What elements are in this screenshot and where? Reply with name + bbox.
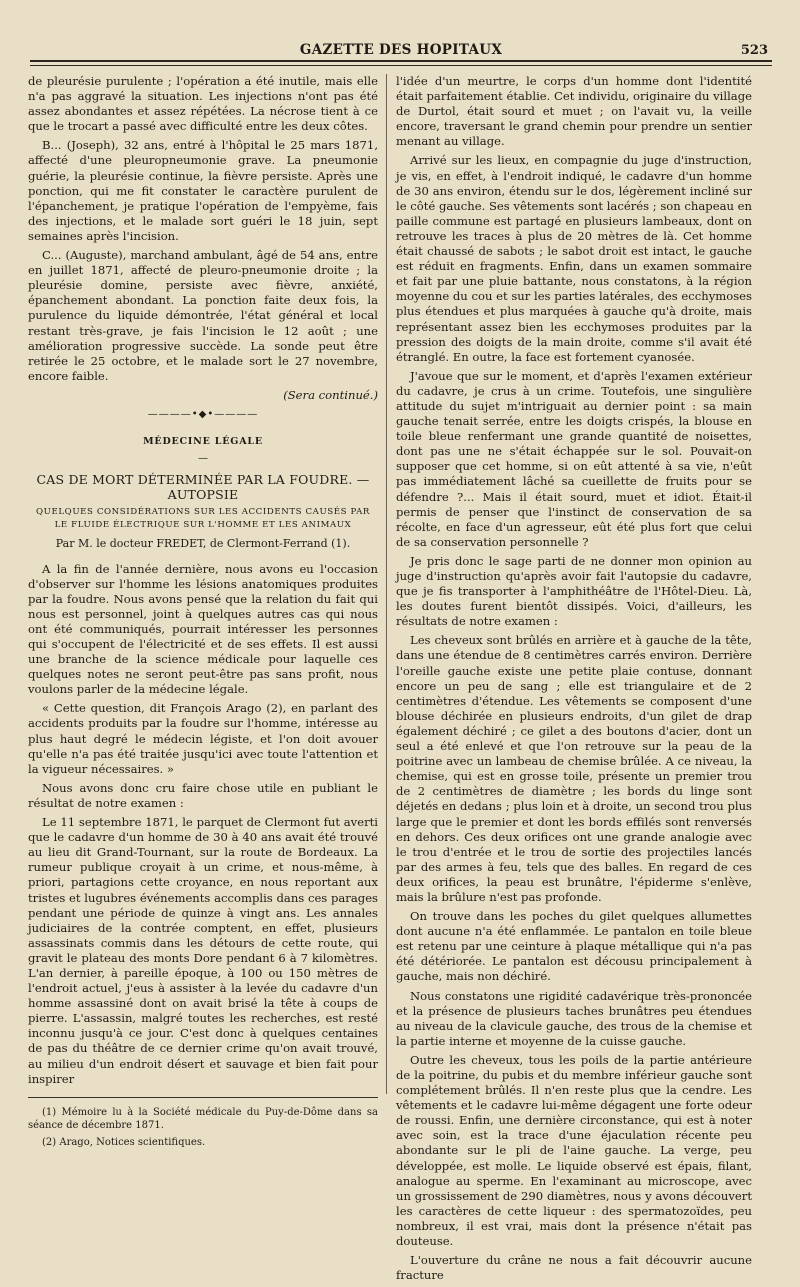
page-header <box>30 40 772 70</box>
paragraph: Je pris donc le sage parti de ne donner mon opinion au juge d'instruction qu'après avoir fait l'autopsie du cadavre, que je fis transporter à l'amphithéâtre de l'Hôtel-Dieu. Là, les doutes furent bientôt dissipés. Voici, d'ailleurs, les résultats de notre examen : <box>396 553 752 629</box>
ornamental-rule: ————•◆•———— <box>147 408 259 420</box>
paragraph: Nous constatons une rigidité cadavérique très-prononcée et la présence de plusieurs taches brunâtres peu étendues au niveau de la clavicule gauche, des trous de la chemise et la partie interne et moyenne de la cuisse gauche. <box>396 988 752 1048</box>
footnote: (2) Arago, Notices scientifiques. <box>42 1136 206 1148</box>
header-rule-thin <box>30 65 772 66</box>
paragraph: « Cette question, dit François Arago (2), en parlant des accidents produits par la foudre sur l'homme, intéresse au plus haut degré le médecin légiste, et l'on doit avouer qu'elle n'a pas été traitée jusqu'ici avec toute l'attention et la vigueur nécessaires. » <box>28 701 378 776</box>
right-column <box>396 74 752 1287</box>
left-column <box>28 74 378 1153</box>
paragraph: B... (Joseph), 32 ans, entré à l'hôpital le 25 mars 1871, affecté d'une pleuropneumonie grave. La pneumonie guérie, la pleurésie continue, la fièvre persiste. Après une ponction, qui me fit constater le caractère purulent de l'épanchement, je pratique l'opération de l'empyème, fais des injections, et le malade sort guéri le 18 juin, sept semaines après l'incision. <box>28 138 378 243</box>
paragraph: Outre les cheveux, tous les poils de la partie antérieure de la poitrine, du pubis et du membre inférieur gauche sont complétement brûlés. Il n'en reste plus que la cendre. Les vêtements et le cadavre lui-même dégagent une forte odeur de roussi. Enfin, une dernière circonstance, qui est à noter avec soin, est la trace d'une éjaculation récente peu abondante sur le pli de l'aine gauche. La verge, peu développée, est molle. Le liquide observé est épais, filant, analogue au sperme. En l'examinant au microscope, avec un grossissement de 290 diamètres, nous y avons découvert les caractères de cette liqueur : des spermatozoïdes, peu nombreux, il est vrai, mais dont la présence n'était pas douteuse. <box>396 1052 752 1249</box>
paragraph: L'ouverture du crâne ne nous a fait découvrir aucune fracture <box>396 1253 752 1283</box>
page-number: 523 <box>740 43 768 58</box>
running-title: GAZETTE DES HOPITAUX <box>299 42 503 58</box>
footnote: (1) Mémoire lu à la Société médicale du Puy-de-Dôme dans sa séance de décembre 1871. <box>28 1106 378 1131</box>
paragraph: Nous avons donc cru faire chose utile en publiant le résultat de notre examen : <box>28 780 378 810</box>
continued-note: (Sera continué.) <box>283 387 378 402</box>
article-author: Par M. le docteur FREDET, de Clermont-Ferrand (1). <box>55 537 351 551</box>
header-rule-thick <box>30 60 772 62</box>
paragraph: Le 11 septembre 1871, le parquet de Clermont fut averti que le cadavre d'un homme de 30 à 40 ans avait été trouvé au lieu dit Grand-Tournant, sur la route de Bordeaux. La rumeur publique croyait à un crime, et nous-même, à priori, partagions cette croyance, en nous reportant aux tristes et lugubres événements accomplis dans ces parages pendant une période de quinze à vingt ans. Les annales judiciaires de la contrée comptent, en effet, plusieurs assassinats commis dans les détours de cette route, qui gravit le plateau des monts Dore pendant 6 à 7 kilomètres. L'an dernier, à pareille époque, à 100 ou 150 mètres de l'endroit actuel, j'eus à assister à la levée du cadavre d'un homme assassiné dont on avait brisé la tête à coups de pierre. L'assassin, malgré toutes les recherches, est resté inconnu jusqu'à ce jour. C'est donc à quelques centaines de pas du théâtre de ce dernier crime qu'on avait trouvé, au milieu d'un endroit désert et sauvage et bien fait pour inspirer <box>28 815 378 1086</box>
column-divider <box>386 74 387 1094</box>
paragraph: Arrivé sur les lieux, en compagnie du juge d'instruction, je vis, en effet, à l'endroit indiqué, le cadavre d'un homme de 30 ans environ, étendu sur le dos, légèrement incliné sur le côté gauche. Ses vêtements sont lacérés ; son chapeau en paille commune est partagé en plusieurs lambeaux, dont on retrouve les traces à plus de 20 mètres de là. Cet homme était chaussé de sabots ; le sabot droit est intact, le gauche est réduit en fragments. Enfin, dans un examen sommaire et fait par une pluie battante, nous constatons, à la région moyenne du cou et sur les parties latérales, des ecchymoses plus étendues et plus marquées à gauche qu'à droite, mais représentant assez bien les ecchymoses produites par la pression des doigts de la main droite, comme s'il avait été étranglé. En outre, la face est fortement cyanosée. <box>396 153 752 364</box>
section-title: MÉDECINE LÉGALE <box>143 436 263 448</box>
paragraph: Les cheveux sont brûlés en arrière et à gauche de la tête, dans une étendue de 8 centimètres carrés environ. Derrière l'oreille gauche existe une petite plaie contuse, donnant encore un peu de sang ; elle est triangulaire et de 2 centimètres d'étendue. Les vêtements se composent d'une blouse déchirée en plusieurs endroits, d'un gilet de drap également déchiré ; ce gilet a des boutons d'acier, dont un seul a été enlevé et que l'on retrouve sur la peau de la poitrine avec un lambeau de chemise brûlée. A ce niveau, la chemise, qui est en grosse toile, présente un premier trou de 2 centimètres de diamètre ; les bords du linge sont déjetés en dedans ; plus loin et à droite, un second trou plus large que le premier et dont les bords effilés sont renversés en dehors. Ces deux orifices ont une grande analogie avec le trou d'entrée et le trou de sortie des projectiles lancés par des armes à feu, tels que des balles. En regard de ces deux orifices, la peau est brunâtre, l'épiderme s'enlève, mais la brûlure n'est pas profonde. <box>396 633 752 904</box>
paragraph: J'avoue que sur le moment, et d'après l'examen extérieur du cadavre, je crus à un crime. Toutefois, une singulière attitude du sujet m'intriguait au dernier point : sa main gauche tenait serrée, entre les doigts crispés, la blouse en toile bleue renfermant une grande quantité de noisettes, dont pas une ne s'était échappée sur le sol. Pouvait-on supposer que cet homme, si on eût attenté à sa vie, n'eût pas immédiatement lâché sa cueillette de fruits pour se défendre ?... Mais il était sourd, muet et idiot. Était-il permis de penser que l'instinct de conservation de sa récolte, en face d'un agresseur, eût été plus fort que celui de sa conservation personnelle ? <box>396 368 752 549</box>
paragraph: C... (Auguste), marchand ambulant, âgé de 54 ans, entre en juillet 1871, affecté de pleuro-pneumonie droite ; la pleurésie domine, persiste avec fièvre, anxiété, épanchement abondant. La ponction faite deux fois, la purulence du liquide démontrée, l'état général et local restant très-grave, je fais l'incision le 12 août ; une amélioration progressive succède. La sonde peut être retirée le 25 octobre, et le malade sort le 27 novembre, encore faible. <box>28 248 378 383</box>
section-dash: — <box>198 453 208 465</box>
paragraph: l'idée d'un meurtre, le corps d'un homme dont l'identité était parfaitement établie. Cet individu, originaire du village de Durtol, était sourd et muet ; on l'avait vu, la veille encore, traversant le grand chemin pour prendre un sentier menant au village. <box>396 74 752 149</box>
article-subtitle: QUELQUES CONSIDÉRATIONS SUR LES ACCIDENTS CAUSÉS PAR LE FLUIDE ÉLECTRIQUE SUR L'HOMME ET LES ANIMAUX <box>36 507 370 531</box>
article-title: CAS DE MORT DÉTERMINÉE PAR LA FOUDRE. — AUTOPSIE <box>36 472 370 503</box>
paragraph: de pleurésie purulente ; l'opération a été inutile, mais elle n'a pas aggravé la situation. Les injections n'ont pas été assez abondantes et assez répétées. La nécrose tient à ce que le trocart a passé avec difficulté entre les deux côtes. <box>28 74 378 134</box>
paragraph: On trouve dans les poches du gilet quelques allumettes dont aucune n'a été enflammée. Le pantalon en toile bleue est retenu par une ceinture à plaque métallique qui n'a pas été détériorée. Le pantalon est décousu principalement à gauche, mais non déchiré. <box>396 909 752 984</box>
footnote-rule <box>28 1097 378 1098</box>
paragraph: A la fin de l'année dernière, nous avons eu l'occasion d'observer sur l'homme les lésions anatomiques produites par la foudre. Nous avons pensé que la relation du fait qui nous est personnel, joint à quelques autres cas qui nous ont été communiqués, pourrait intéresser les personnes qui s'occupent de l'électricité et de ses effets. Il est aussi une branche de la science médicale pour laquelle ces quelques notes ne seront peut-être pas sans profit, nous voulons parler de la médecine légale. <box>28 561 378 697</box>
